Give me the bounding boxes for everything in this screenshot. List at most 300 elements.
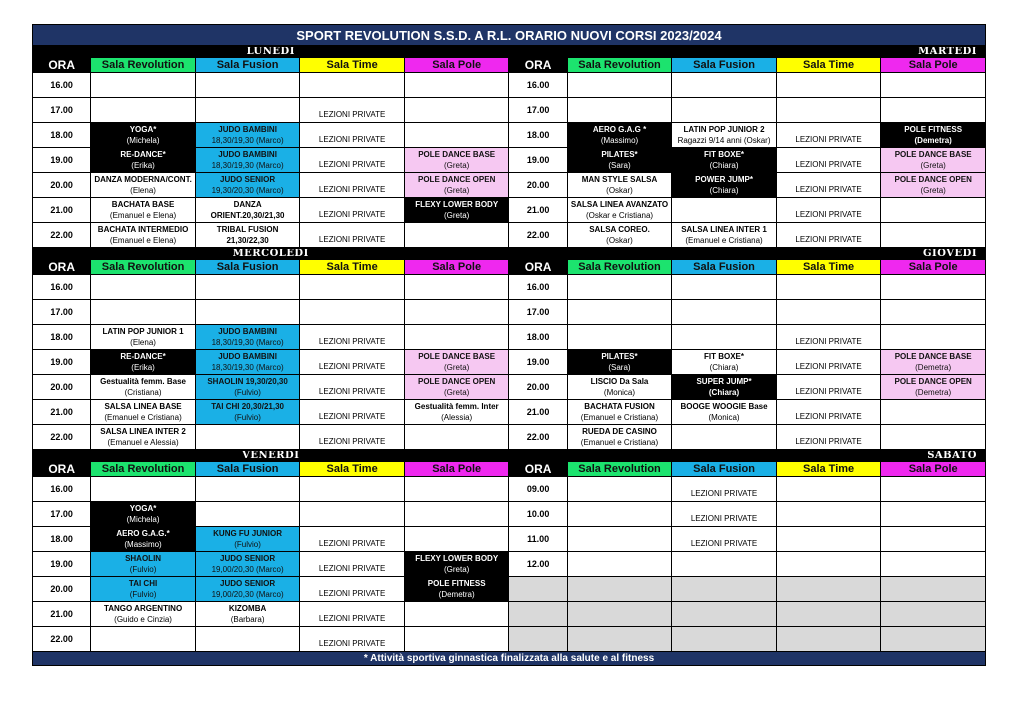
time-cell — [509, 627, 567, 652]
class-cell-time — [300, 627, 405, 652]
course-name: POLE DANCE OPEN — [418, 175, 496, 184]
empty-cell — [567, 73, 672, 98]
empty-cell — [672, 198, 777, 223]
time-cell: 21.00 — [33, 400, 91, 425]
table-row — [33, 627, 986, 652]
day-label: VENERDI — [33, 451, 509, 462]
class-cell-fusion — [195, 198, 300, 223]
class-cell-time — [300, 527, 405, 552]
private-lessons-label: LEZIONI PRIVATE — [795, 185, 862, 194]
course-name: POLE DANCE BASE — [418, 352, 496, 361]
private-lessons-label: LEZIONI PRIVATE — [795, 210, 862, 219]
time-cell: 19.00 — [509, 148, 567, 173]
class-cell-revolution — [91, 577, 196, 602]
class-cell-revolution — [91, 198, 196, 223]
empty-cell — [672, 602, 777, 627]
time-cell: 17.00 — [33, 502, 91, 527]
course-detail: (Chiara) — [709, 161, 739, 170]
private-lessons-label: LEZIONI PRIVATE — [690, 514, 758, 523]
time-cell: 09.00 — [509, 477, 567, 502]
course-name: POLE DANCE BASE — [894, 150, 972, 159]
schedule-blocks — [32, 46, 986, 652]
empty-cell — [776, 627, 881, 652]
empty-cell — [404, 502, 509, 527]
course-detail: 19,30/20,30 (Marco) — [211, 186, 284, 195]
empty-cell — [195, 275, 300, 300]
empty-cell — [672, 425, 777, 450]
class-cell-revolution — [91, 350, 196, 375]
private-lessons-label: LEZIONI PRIVATE — [795, 135, 862, 144]
course-name: TRIBAL FUSION — [216, 225, 279, 234]
class-cell-fusion — [672, 400, 777, 425]
course-name: SHAOLIN 19,30/20,30 — [207, 377, 288, 386]
empty-cell — [404, 425, 509, 450]
header-sala-revolution: Sala Revolution — [91, 260, 196, 275]
table-row — [33, 198, 986, 223]
course-name: SALSA COREO. — [589, 225, 650, 234]
header-sala-revolution: Sala Revolution — [567, 58, 672, 73]
time-cell: 11.00 — [509, 527, 567, 552]
course-detail: (Greta) — [444, 161, 470, 170]
class-cell-revolution — [91, 223, 196, 248]
time-cell: 17.00 — [509, 98, 567, 123]
course-name: TAI CHI 20,30/21,30 — [211, 402, 284, 411]
class-cell-fusion — [195, 577, 300, 602]
time-cell: 22.00 — [509, 223, 567, 248]
time-cell: 19.00 — [33, 148, 91, 173]
course-detail: Ragazzi 9/14 anni (Oskar) — [677, 136, 771, 145]
course-detail: (Greta) — [444, 565, 470, 574]
class-cell-time — [776, 400, 881, 425]
class-cell-time — [300, 198, 405, 223]
course-name: SHAOLIN — [125, 554, 162, 563]
time-cell: 12.00 — [509, 552, 567, 577]
time-cell: 21.00 — [33, 602, 91, 627]
class-cell-pole — [404, 552, 509, 577]
course-detail: 18,30/19,30 (Marco) — [211, 161, 284, 170]
class-cell-fusion — [195, 148, 300, 173]
time-cell: 20.00 — [33, 375, 91, 400]
course-name: TAI CHI — [128, 579, 158, 588]
private-lessons-label: LEZIONI PRIVATE — [318, 235, 386, 244]
class-cell-fusion — [195, 400, 300, 425]
class-cell-revolution — [91, 173, 196, 198]
class-cell-fusion — [195, 173, 300, 198]
page-title: SPORT REVOLUTION S.S.D. A R.L. ORARIO NUOVI CORSI 2023/2024 — [32, 24, 986, 46]
class-cell-time — [776, 198, 881, 223]
course-name: KIZOMBA — [228, 604, 267, 613]
empty-cell — [776, 477, 881, 502]
empty-cell — [881, 602, 986, 627]
empty-cell — [672, 300, 777, 325]
course-detail: (Emanuel e Alessia) — [107, 438, 179, 447]
class-cell-fusion — [195, 375, 300, 400]
course-name: LATIN POP JUNIOR 1 — [102, 327, 184, 336]
course-name: FLEXY LOWER BODY — [415, 200, 499, 209]
class-cell-fusion — [195, 350, 300, 375]
class-cell-fusion — [672, 350, 777, 375]
course-name: FLEXY LOWER BODY — [415, 554, 499, 563]
empty-cell — [195, 98, 300, 123]
header-sala-fusion: Sala Fusion — [195, 58, 300, 73]
private-lessons-label: LEZIONI PRIVATE — [318, 185, 386, 194]
private-lessons-label: LEZIONI PRIVATE — [795, 387, 862, 396]
course-name: KUNG FU JUNIOR — [213, 529, 283, 538]
course-name: RE-DANCE* — [120, 352, 166, 361]
private-lessons-label: LEZIONI PRIVATE — [795, 437, 862, 446]
empty-cell — [300, 502, 405, 527]
time-cell — [509, 602, 567, 627]
course-name: JUDO BAMBINI — [218, 125, 277, 134]
class-cell-fusion — [672, 502, 777, 527]
course-detail: (Cristiana) — [124, 388, 162, 397]
course-name: POLE DANCE BASE — [894, 352, 972, 361]
course-detail: (Sara) — [608, 161, 631, 170]
course-name: BACHATA BASE — [111, 200, 175, 209]
class-cell-time — [776, 123, 881, 148]
empty-cell — [881, 425, 986, 450]
empty-cell — [567, 502, 672, 527]
class-cell-revolution — [567, 148, 672, 173]
class-cell-time — [300, 173, 405, 198]
course-detail: (Emanuel e Cristiana) — [580, 438, 659, 447]
header-sala-fusion: Sala Fusion — [672, 58, 777, 73]
course-detail: (Demetra) — [914, 136, 952, 145]
course-name: POLE DANCE OPEN — [894, 377, 972, 386]
header-ora: ORA — [509, 462, 567, 477]
class-cell-pole — [404, 198, 509, 223]
empty-cell — [776, 73, 881, 98]
empty-cell — [404, 98, 509, 123]
day-label: GIOVEDI — [509, 249, 986, 260]
table-row — [33, 275, 986, 300]
time-cell: 10.00 — [509, 502, 567, 527]
class-cell-fusion — [672, 223, 777, 248]
empty-cell — [881, 502, 986, 527]
course-detail: 18,30/19,30 (Marco) — [211, 363, 284, 372]
course-detail: (Chiara) — [708, 388, 740, 397]
course-name: JUDO SENIOR — [220, 554, 276, 563]
course-name: DANZA MODERNA/CONT. — [94, 175, 192, 184]
header-ora: ORA — [33, 260, 91, 275]
class-cell-time — [300, 602, 405, 627]
private-lessons-label: LEZIONI PRIVATE — [318, 337, 386, 346]
course-detail: (Elena) — [130, 186, 156, 195]
empty-cell — [567, 602, 672, 627]
course-name: Gestualità femm. Base — [100, 377, 186, 386]
course-name: AERO G.A.G.* — [116, 529, 170, 538]
time-cell: 22.00 — [33, 223, 91, 248]
private-lessons-label: LEZIONI PRIVATE — [795, 235, 862, 244]
empty-cell — [776, 577, 881, 602]
empty-cell — [404, 477, 509, 502]
empty-cell — [91, 627, 196, 652]
time-cell: 18.00 — [33, 325, 91, 350]
course-name: SALSA LINEA INTER 1 — [681, 225, 767, 234]
course-name: FIT BOXE* — [704, 352, 745, 361]
table-row — [33, 425, 986, 450]
class-cell-pole — [881, 173, 986, 198]
course-detail: (Oskar e Cristiana) — [585, 211, 654, 220]
course-detail: (Michela) — [126, 515, 160, 524]
footer-note: * Attività sportiva ginnastica finalizzata alla salute e al fitness — [32, 652, 986, 666]
class-cell-revolution — [567, 223, 672, 248]
course-detail: (Monica) — [603, 388, 636, 397]
empty-cell — [195, 73, 300, 98]
header-ora: ORA — [33, 462, 91, 477]
class-cell-time — [776, 425, 881, 450]
course-detail: (Alessia) — [441, 413, 473, 422]
time-cell: 16.00 — [509, 275, 567, 300]
class-cell-fusion — [195, 123, 300, 148]
time-cell: 16.00 — [33, 275, 91, 300]
header-sala-time: Sala Time — [300, 462, 405, 477]
private-lessons-label: LEZIONI PRIVATE — [318, 110, 386, 119]
empty-cell — [881, 527, 986, 552]
empty-cell — [300, 300, 405, 325]
course-detail: (Elena) — [130, 338, 156, 347]
empty-cell — [91, 477, 196, 502]
empty-cell — [300, 477, 405, 502]
course-name: POLE FITNESS — [427, 579, 486, 588]
empty-cell — [776, 300, 881, 325]
empty-cell — [881, 325, 986, 350]
time-cell: 16.00 — [33, 477, 91, 502]
course-name: BOOGE WOOGIE Base — [680, 402, 768, 411]
course-detail: (Michela) — [126, 136, 160, 145]
class-cell-fusion — [672, 173, 777, 198]
class-cell-time — [300, 425, 405, 450]
table-row — [33, 325, 986, 350]
header-sala-time: Sala Time — [300, 260, 405, 275]
course-name: SALSA LINEA AVANZATO — [570, 200, 669, 209]
time-cell: 17.00 — [33, 300, 91, 325]
header-ora: ORA — [509, 58, 567, 73]
empty-cell — [776, 502, 881, 527]
course-detail: (Barbara) — [230, 615, 265, 624]
table-row — [33, 148, 986, 173]
empty-cell — [881, 300, 986, 325]
class-cell-revolution — [91, 527, 196, 552]
class-cell-revolution — [567, 375, 672, 400]
empty-cell — [881, 198, 986, 223]
course-detail: (Massimo) — [600, 136, 639, 145]
class-cell-revolution — [567, 425, 672, 450]
private-lessons-label: LEZIONI PRIVATE — [795, 362, 862, 371]
private-lessons-label: LEZIONI PRIVATE — [795, 160, 862, 169]
header-sala-time: Sala Time — [776, 462, 881, 477]
course-name: AERO G.A.G * — [592, 125, 647, 134]
course-name: SUPER JUMP* — [696, 377, 752, 386]
course-detail: (Erika) — [131, 363, 155, 372]
course-detail: (Fulvio) — [234, 413, 261, 422]
private-lessons-label: LEZIONI PRIVATE — [318, 160, 386, 169]
empty-cell — [567, 577, 672, 602]
course-detail: (Monica) — [708, 413, 740, 422]
course-detail: 21,30/22,30 — [226, 236, 269, 245]
table-row — [33, 552, 986, 577]
class-cell-revolution — [567, 198, 672, 223]
empty-cell — [404, 73, 509, 98]
empty-cell — [300, 73, 405, 98]
schedule-sheet — [32, 24, 986, 666]
empty-cell — [567, 477, 672, 502]
header-sala-pole: Sala Pole — [404, 462, 509, 477]
course-detail: (Oskar) — [606, 236, 633, 245]
class-cell-time — [300, 577, 405, 602]
course-name: BACHATA FUSION — [584, 402, 655, 411]
class-cell-revolution — [91, 400, 196, 425]
empty-cell — [672, 275, 777, 300]
course-detail: (Oskar) — [606, 186, 633, 195]
course-detail: (Emanuel e Cristiana) — [104, 413, 182, 422]
empty-cell — [404, 300, 509, 325]
course-name: JUDO BAMBINI — [218, 150, 277, 159]
day-label: MARTEDI — [509, 47, 986, 58]
class-cell-time — [300, 325, 405, 350]
course-name: LISCIO Da Sala — [590, 377, 649, 386]
course-name: RUEDA DE CASINO — [582, 427, 657, 436]
empty-cell — [672, 73, 777, 98]
table-row — [33, 577, 986, 602]
class-cell-pole — [404, 375, 509, 400]
course-name: YOGA* — [129, 125, 157, 134]
header-sala-pole: Sala Pole — [881, 58, 986, 73]
time-cell: 21.00 — [509, 400, 567, 425]
empty-cell — [195, 425, 300, 450]
course-name: JUDO BAMBINI — [218, 352, 277, 361]
empty-cell — [672, 98, 777, 123]
day-label: MERCOLEDI — [33, 249, 509, 260]
class-cell-time — [300, 375, 405, 400]
empty-cell — [404, 325, 509, 350]
course-name: PILATES* — [601, 150, 638, 159]
empty-cell — [672, 552, 777, 577]
table-row — [33, 375, 986, 400]
course-detail: (Demetra) — [915, 388, 952, 397]
empty-cell — [567, 552, 672, 577]
time-cell: 18.00 — [33, 123, 91, 148]
header-ora: ORA — [509, 260, 567, 275]
course-detail: ORIENT.20,30/21,30 — [210, 211, 285, 220]
course-name: LATIN POP JUNIOR 2 — [683, 125, 765, 134]
table-row — [33, 527, 986, 552]
table-row — [33, 400, 986, 425]
class-cell-time — [776, 350, 881, 375]
empty-cell — [776, 602, 881, 627]
course-name: FIT BOXE* — [704, 150, 745, 159]
course-detail: (Emanuel e Cristiana) — [580, 413, 659, 422]
class-cell-pole — [404, 350, 509, 375]
time-cell: 17.00 — [33, 98, 91, 123]
class-cell-pole — [881, 350, 986, 375]
class-cell-revolution — [91, 375, 196, 400]
class-cell-pole — [881, 375, 986, 400]
empty-cell — [672, 627, 777, 652]
empty-cell — [91, 73, 196, 98]
class-cell-fusion — [672, 375, 777, 400]
course-detail: (Erika) — [131, 161, 155, 170]
time-cell: 20.00 — [33, 577, 91, 602]
course-name: Gestualità femm. Inter — [414, 402, 499, 411]
class-cell-fusion — [672, 477, 777, 502]
empty-cell — [881, 627, 986, 652]
time-cell: 20.00 — [509, 375, 567, 400]
class-cell-fusion — [195, 527, 300, 552]
table-row — [33, 477, 986, 502]
course-detail: 19,00/20,30 (Marco) — [211, 590, 284, 599]
course-detail: (Emanuel e Cristiana) — [685, 236, 763, 245]
private-lessons-label: LEZIONI PRIVATE — [690, 489, 758, 498]
header-sala-revolution: Sala Revolution — [91, 58, 196, 73]
time-cell: 22.00 — [33, 627, 91, 652]
time-cell: 21.00 — [33, 198, 91, 223]
course-name: POWER JUMP* — [695, 175, 753, 184]
empty-cell — [881, 477, 986, 502]
class-cell-pole — [404, 400, 509, 425]
empty-cell — [195, 627, 300, 652]
private-lessons-label: LEZIONI PRIVATE — [318, 639, 386, 648]
course-detail: (Massimo) — [124, 540, 162, 549]
empty-cell — [776, 527, 881, 552]
course-name: POLE DANCE OPEN — [417, 377, 496, 386]
header-sala-pole: Sala Pole — [881, 462, 986, 477]
header-sala-pole: Sala Pole — [404, 58, 509, 73]
class-cell-fusion — [195, 325, 300, 350]
private-lessons-label: LEZIONI PRIVATE — [318, 135, 386, 144]
empty-cell — [776, 552, 881, 577]
course-detail: (Fulvio) — [234, 388, 261, 397]
private-lessons-label: LEZIONI PRIVATE — [318, 362, 386, 371]
class-cell-revolution — [567, 173, 672, 198]
class-cell-time — [300, 350, 405, 375]
class-cell-revolution — [567, 400, 672, 425]
empty-cell — [881, 73, 986, 98]
class-cell-revolution — [567, 123, 672, 148]
empty-cell — [567, 627, 672, 652]
class-cell-revolution — [91, 552, 196, 577]
table-row — [33, 602, 986, 627]
header-sala-revolution: Sala Revolution — [567, 260, 672, 275]
private-lessons-label: LEZIONI PRIVATE — [318, 387, 386, 396]
class-cell-revolution — [91, 602, 196, 627]
course-name: POLE FITNESS — [904, 125, 963, 134]
empty-cell — [91, 275, 196, 300]
class-cell-time — [300, 148, 405, 173]
course-detail: (Emanuel e Elena) — [109, 211, 177, 220]
empty-cell — [776, 98, 881, 123]
course-name: TANGO ARGENTINO — [103, 604, 183, 613]
time-cell: 22.00 — [33, 425, 91, 450]
class-cell-pole — [404, 173, 509, 198]
class-cell-pole — [881, 123, 986, 148]
course-name: DANZA — [233, 200, 262, 209]
schedule-table — [32, 248, 986, 450]
empty-cell — [672, 325, 777, 350]
private-lessons-label: LEZIONI PRIVATE — [318, 589, 386, 598]
private-lessons-label: LEZIONI PRIVATE — [318, 614, 386, 623]
empty-cell — [567, 275, 672, 300]
time-cell: 19.00 — [33, 350, 91, 375]
class-cell-time — [300, 98, 405, 123]
class-cell-pole — [404, 148, 509, 173]
private-lessons-label: LEZIONI PRIVATE — [318, 539, 386, 548]
class-cell-fusion — [195, 602, 300, 627]
header-sala-fusion: Sala Fusion — [195, 462, 300, 477]
header-sala-pole: Sala Pole — [404, 260, 509, 275]
header-sala-fusion: Sala Fusion — [672, 462, 777, 477]
empty-cell — [881, 577, 986, 602]
